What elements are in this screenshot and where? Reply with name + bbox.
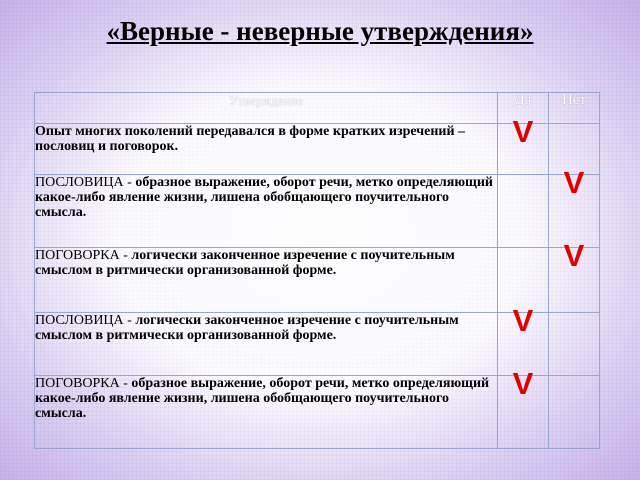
no-cell[interactable] (549, 238, 600, 313)
table-row (35, 124, 600, 175)
statement-cell (35, 124, 498, 175)
header-no: Нет (549, 93, 600, 124)
statement-cell (35, 248, 498, 313)
statement-lead: ПОГОВОРКА - (35, 376, 132, 391)
yes-cell[interactable] (498, 114, 549, 175)
statement-cell (35, 313, 498, 376)
statements-table (34, 92, 600, 449)
statement-lead: ПОСЛОВИЦА - (35, 175, 136, 190)
statement-text: образное выражение, оборот речи, метко определяющий какое-либо явление жизни, лишена обобщающего поучительного смысла. (35, 376, 490, 421)
no-cell[interactable] (549, 165, 600, 248)
statement-text: образное выражение, оборот речи, метко определяющий какое-либо явление жизни, лишена обобщающего поучительного смысла. (35, 175, 493, 220)
table-row (35, 376, 600, 449)
check-mark: V (512, 303, 534, 338)
statement-text: Опыт многих поколений передавался в форме кратких изречений – пословиц и поговорок. (35, 124, 466, 154)
check-mark: V (512, 366, 534, 401)
yes-cell[interactable] (498, 366, 549, 449)
statement-cell (35, 175, 498, 248)
yes-cell[interactable] (498, 175, 549, 248)
check-mark: V (512, 114, 534, 149)
statement-text: логически законченное изречение с поучительным смыслом в ритмически организованной форме. (35, 313, 459, 343)
table-row (35, 175, 600, 248)
page-title: «Верные - неверные утверждения» (106, 16, 534, 46)
no-cell[interactable] (549, 313, 600, 376)
check-mark: V (563, 165, 585, 200)
header-yes: Да (498, 93, 549, 124)
header-statement: Утверждение (35, 93, 498, 124)
statement-cell (35, 376, 498, 449)
check-mark: V (563, 238, 585, 273)
statement-lead: ПОГОВОРКА - (35, 248, 132, 263)
no-cell[interactable] (549, 376, 600, 449)
statement-text: логически законченное изречение с поучительным смыслом в ритмически организованной форме. (35, 248, 455, 278)
statement-lead: ПОСЛОВИЦА - (35, 313, 136, 328)
